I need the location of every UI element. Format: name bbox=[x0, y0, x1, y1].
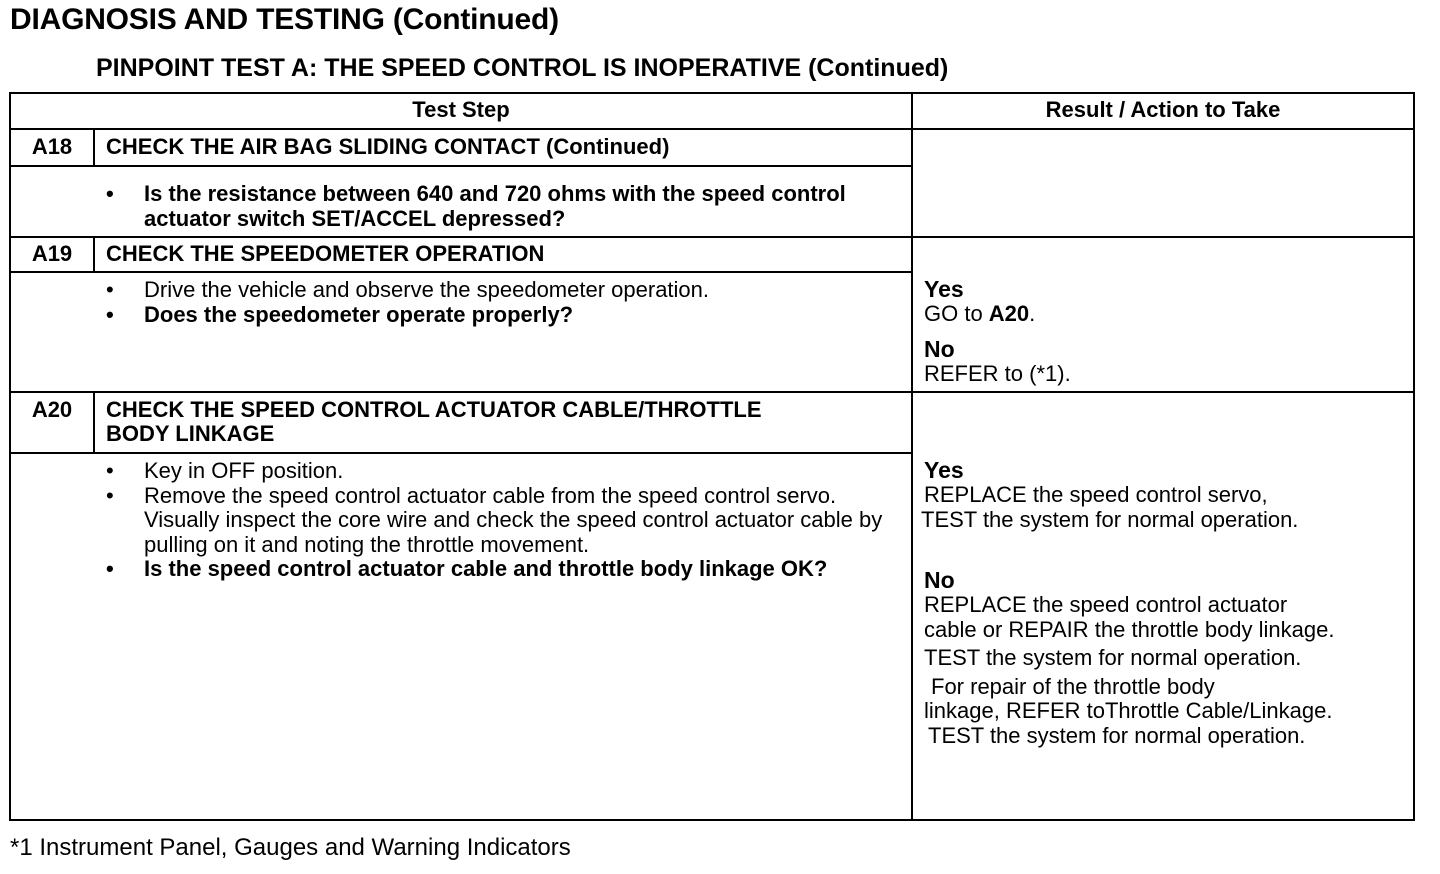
page-title: DIAGNOSIS AND TESTING (Continued) bbox=[10, 3, 559, 36]
result-no-text: REFER to (*1). bbox=[924, 360, 1071, 386]
list-item: • Drive the vehicle and observe the speedometer operation. bbox=[106, 278, 896, 303]
result-yes-line: TEST the system for normal operation. bbox=[921, 506, 1299, 532]
row-rule bbox=[9, 236, 1415, 238]
step-id-divider bbox=[93, 236, 95, 271]
step-bullets-a18 bbox=[106, 182, 896, 231]
pinpoint-test-title: PINPOINT TEST A: THE SPEED CONTROL IS INOPERATIVE (Continued) bbox=[96, 54, 949, 82]
step-id-a19: A19 bbox=[31, 241, 73, 266]
result-yes-text: GO to A20. bbox=[924, 301, 1036, 326]
step-bullets-a19 bbox=[106, 278, 896, 327]
row-rule bbox=[9, 391, 1415, 393]
result-no-line: REPLACE the speed control actuator bbox=[924, 592, 1288, 617]
row-rule bbox=[9, 271, 913, 273]
result-yes-label: Yes bbox=[924, 276, 964, 302]
step-id-divider bbox=[93, 128, 95, 165]
result-no-label: No bbox=[924, 335, 955, 362]
result-a20 bbox=[921, 457, 1412, 748]
footnote: *1 Instrument Panel, Gauges and Warning Indicators bbox=[10, 834, 571, 861]
step-id-a18: A18 bbox=[31, 134, 73, 159]
list-item: • Key in OFF position. bbox=[106, 459, 896, 484]
result-no-line: TEST the system for normal operation. bbox=[924, 645, 1302, 670]
header-test-step: Test Step bbox=[412, 97, 510, 122]
result-no-line: TEST the system for normal operation. bbox=[928, 722, 1306, 748]
step-reference: A20 bbox=[988, 301, 1030, 326]
list-item: • Is the speed control actuator cable and throttle body linkage OK? bbox=[106, 557, 896, 582]
step-id-a20: A20 bbox=[31, 397, 73, 422]
list-item: • Is the resistance between 640 and 720 ohms with the speed control actuator switch SET/ACCEL depressed? bbox=[106, 182, 896, 231]
result-no-line: cable or REPAIR the throttle body linkage. bbox=[924, 616, 1335, 642]
result-yes-label: Yes bbox=[924, 457, 964, 483]
result-no-line: linkage, REFER toThrottle Cable/Linkage. bbox=[924, 698, 1333, 723]
result-a19 bbox=[924, 276, 1412, 386]
column-divider bbox=[911, 92, 913, 821]
step-bullets-a20 bbox=[106, 459, 896, 582]
result-yes-line: REPLACE the speed control servo, bbox=[924, 482, 1268, 507]
step-title-a18: CHECK THE AIR BAG SLIDING CONTACT (Continued) bbox=[106, 134, 670, 159]
result-no-line: For repair of the throttle body bbox=[931, 673, 1215, 699]
header-result-action: Result / Action to Take bbox=[1045, 97, 1281, 122]
list-item: • Remove the speed control actuator cable from the speed control servo. Visually inspect the core wire and check the speed control actuator cable by pulling on it and noting the throttle movement. bbox=[106, 484, 896, 558]
step-title-a19: CHECK THE SPEEDOMETER OPERATION bbox=[106, 241, 545, 266]
row-rule bbox=[9, 452, 913, 454]
step-id-divider bbox=[93, 391, 95, 452]
row-rule bbox=[9, 165, 913, 167]
step-title-a20: CHECK THE SPEED CONTROL ACTUATOR CABLE/THROTTLE BODY LINKAGE bbox=[106, 397, 762, 446]
list-item: • Does the speedometer operate properly? bbox=[106, 303, 896, 328]
header-rule bbox=[9, 128, 1415, 130]
result-no-label: No bbox=[924, 567, 955, 593]
